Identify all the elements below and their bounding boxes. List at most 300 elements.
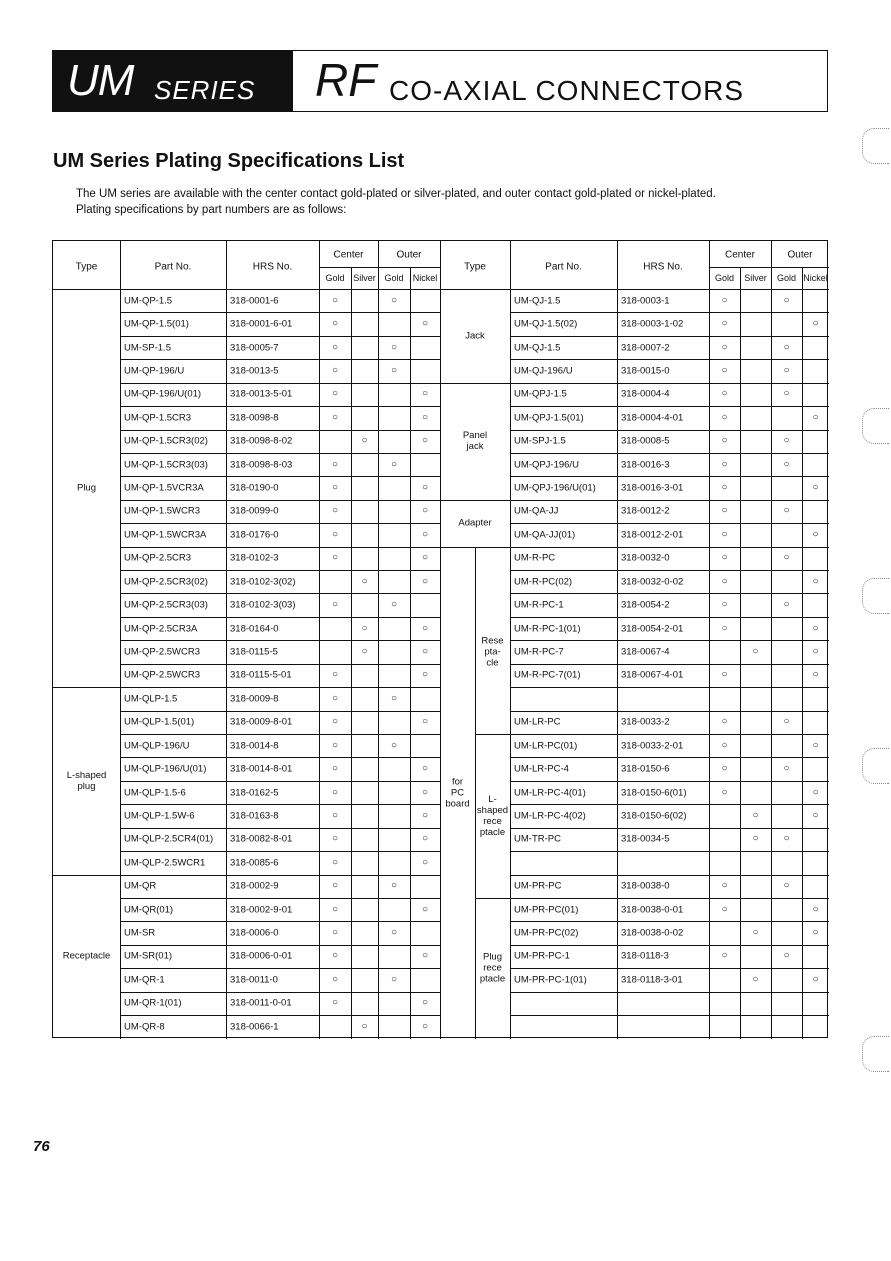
mark-outer-nickel: ○ bbox=[421, 833, 429, 845]
mark-outer-nickel: ○ bbox=[421, 528, 429, 540]
mark-center-gold: ○ bbox=[331, 786, 339, 798]
mark-center-silver: ○ bbox=[752, 646, 759, 657]
left-hrs-no: 318-0163-8 bbox=[230, 810, 279, 822]
mark-outer-nickel: ○ bbox=[812, 528, 819, 540]
left-row-rule bbox=[120, 312, 440, 313]
mark-center-gold: ○ bbox=[721, 622, 728, 634]
left-row-rule bbox=[120, 711, 440, 712]
binding-mark bbox=[862, 748, 889, 784]
header-hrs-no: HRS No. bbox=[252, 261, 293, 273]
left-part-no: UM-QLP-1.5 bbox=[124, 693, 178, 705]
right-hrs-no: 318-0150-6(02) bbox=[621, 810, 687, 822]
right-hrs-no: 318-0118-3-01 bbox=[621, 974, 683, 986]
right-part-no: UM-QJ-196/U bbox=[514, 365, 573, 377]
group-rule bbox=[440, 500, 510, 501]
right-row-rule bbox=[510, 336, 829, 337]
banner-um: UM bbox=[67, 56, 134, 105]
left-hrs-no: 318-0162-5 bbox=[230, 787, 279, 799]
mark-outer-nickel: ○ bbox=[421, 646, 429, 657]
right-row-rule bbox=[510, 945, 829, 946]
mark-center-gold: ○ bbox=[331, 927, 339, 939]
left-hrs-no: 318-0002-9 bbox=[230, 880, 279, 892]
left-row-rule bbox=[120, 687, 440, 688]
banner-series: SERIES bbox=[154, 75, 256, 105]
right-row-rule bbox=[510, 968, 829, 969]
mark-center-gold: ○ bbox=[721, 575, 728, 587]
header-outer-nickel: Nickel bbox=[412, 273, 438, 283]
left-hrs-no: 318-0011-0 bbox=[230, 974, 278, 986]
mark-outer-nickel: ○ bbox=[421, 997, 429, 1009]
left-type-group: Receptacle bbox=[62, 950, 111, 962]
page-number: 76 bbox=[33, 1138, 50, 1155]
banner-subtitle: CO-AXIAL CONNECTORS bbox=[389, 75, 745, 106]
mark-outer-nickel: ○ bbox=[421, 435, 429, 447]
left-row-rule bbox=[120, 336, 440, 337]
group-rule bbox=[440, 383, 510, 384]
left-part-no: UM-QR(01) bbox=[124, 904, 174, 916]
left-row-rule bbox=[120, 804, 440, 805]
mark-center-gold: ○ bbox=[721, 528, 728, 540]
mark-outer-gold: ○ bbox=[783, 435, 790, 447]
group-rule bbox=[53, 875, 120, 876]
left-row-rule bbox=[120, 430, 440, 431]
right-hrs-no: 318-0032-0 bbox=[621, 552, 670, 564]
mark-outer-nickel: ○ bbox=[421, 903, 429, 915]
left-row-rule bbox=[120, 968, 440, 969]
mark-outer-gold: ○ bbox=[783, 552, 790, 564]
left-row-rule bbox=[120, 664, 440, 665]
left-row-rule bbox=[120, 781, 440, 782]
right-part-no: UM-R-PC(02) bbox=[514, 576, 573, 588]
mark-outer-gold: ○ bbox=[390, 294, 398, 306]
mark-outer-nickel: ○ bbox=[421, 622, 429, 634]
mark-center-gold: ○ bbox=[331, 739, 339, 751]
mark-center-silver: ○ bbox=[361, 575, 368, 587]
right-part-no: UM-QA-JJ(01) bbox=[514, 529, 576, 541]
right-part-no: UM-QA-JJ bbox=[514, 505, 559, 517]
right-hrs-no: 318-0003-1 bbox=[621, 295, 670, 307]
mark-outer-gold: ○ bbox=[783, 388, 790, 400]
left-row-rule bbox=[120, 453, 440, 454]
left-row-rule bbox=[120, 406, 440, 407]
left-row-rule bbox=[120, 992, 440, 993]
right-row-rule bbox=[510, 593, 829, 594]
right-hrs-no: 318-0034-5 bbox=[621, 833, 670, 845]
right-part-no: UM-PR-PC(01) bbox=[514, 904, 579, 916]
mark-outer-gold: ○ bbox=[390, 927, 398, 939]
left-hrs-no: 318-0102-3(03) bbox=[230, 599, 296, 611]
right-hrs-no: 318-0004-4-01 bbox=[621, 412, 684, 424]
right-hrs-no: 318-0054-2-01 bbox=[621, 623, 684, 635]
left-hrs-no: 318-0098-8 bbox=[230, 412, 279, 424]
left-type-group: Plug bbox=[76, 482, 96, 494]
left-part-no: UM-QP-1.5CR3 bbox=[124, 412, 192, 424]
mark-outer-nickel: ○ bbox=[421, 388, 429, 400]
left-row-rule bbox=[120, 547, 440, 548]
left-row-rule bbox=[120, 898, 440, 899]
mark-center-gold: ○ bbox=[331, 294, 339, 306]
mark-center-gold: ○ bbox=[721, 786, 728, 798]
right-row-rule bbox=[510, 804, 829, 805]
column-rule bbox=[319, 241, 320, 1039]
header-outer-gold: Gold bbox=[776, 273, 797, 283]
left-part-no: UM-QP-2.5CR3(02) bbox=[124, 576, 208, 588]
mark-center-gold: ○ bbox=[331, 809, 339, 821]
right-part-no: UM-R-PC-1(01) bbox=[514, 623, 581, 635]
header-center-gold: Gold bbox=[714, 273, 735, 283]
right-row-rule bbox=[510, 898, 829, 899]
mark-center-gold: ○ bbox=[331, 599, 339, 611]
left-row-rule bbox=[120, 523, 440, 524]
mark-outer-gold: ○ bbox=[783, 833, 790, 845]
column-rule bbox=[120, 241, 121, 1039]
left-hrs-no: 318-0085-6 bbox=[230, 857, 279, 869]
mark-outer-nickel: ○ bbox=[812, 973, 819, 985]
header-type: Type bbox=[464, 261, 486, 273]
right-hrs-no: 318-0016-3 bbox=[621, 459, 670, 471]
right-row-rule bbox=[510, 992, 829, 993]
mark-outer-nickel: ○ bbox=[812, 809, 819, 821]
right-hrs-no: 318-0003-1-02 bbox=[621, 318, 684, 330]
header-center: Center bbox=[333, 249, 364, 261]
mark-outer-nickel: ○ bbox=[421, 505, 429, 517]
mark-center-gold: ○ bbox=[331, 482, 339, 494]
mark-center-gold: ○ bbox=[721, 716, 728, 728]
right-hrs-no: 318-0012-2 bbox=[621, 505, 670, 517]
left-row-rule bbox=[120, 828, 440, 829]
right-hrs-no: 318-0004-4 bbox=[621, 388, 670, 400]
left-part-no: UM-QP-2.5CR3(03) bbox=[124, 599, 208, 611]
left-row-rule bbox=[120, 757, 440, 758]
mark-center-gold: ○ bbox=[721, 318, 728, 330]
left-part-no: UM-QP-1.5WCR3 bbox=[124, 505, 201, 517]
banner-black-block bbox=[53, 51, 293, 111]
mark-center-gold: ○ bbox=[331, 950, 339, 962]
mark-center-gold: ○ bbox=[721, 458, 728, 470]
right-hrs-no: 318-0032-0-02 bbox=[621, 576, 684, 588]
mark-center-gold: ○ bbox=[721, 552, 728, 564]
mark-outer-gold: ○ bbox=[783, 364, 790, 376]
header-center-silver: Silver bbox=[353, 273, 376, 283]
mark-center-gold: ○ bbox=[331, 997, 339, 1009]
mark-center-gold: ○ bbox=[331, 552, 339, 564]
left-hrs-no: 318-0005-7 bbox=[230, 342, 279, 354]
right-row-rule bbox=[510, 711, 829, 712]
left-row-rule bbox=[120, 593, 440, 594]
series-banner bbox=[52, 50, 828, 112]
right-row-rule bbox=[510, 851, 829, 852]
left-part-no: UM-QP-1.5VCR3A bbox=[124, 482, 204, 494]
mark-center-silver: ○ bbox=[361, 622, 368, 634]
header-center-gold: Gold bbox=[325, 273, 345, 283]
mark-center-gold: ○ bbox=[721, 482, 728, 494]
mark-outer-gold: ○ bbox=[390, 458, 398, 470]
left-type-group: L-shaped plug bbox=[66, 769, 107, 792]
mark-outer-gold: ○ bbox=[783, 505, 790, 517]
left-row-rule bbox=[120, 875, 440, 876]
column-rule bbox=[410, 267, 411, 1039]
right-part-no: UM-PR-PC(02) bbox=[514, 927, 579, 939]
left-part-no: UM-QR-8 bbox=[124, 1021, 165, 1033]
right-part-no: UM-R-PC bbox=[514, 552, 556, 564]
left-part-no: UM-QP-1.5CR3(02) bbox=[124, 435, 208, 447]
left-part-no: UM-QLP-196/U(01) bbox=[124, 763, 207, 775]
right-part-no: UM-QJ-1.5 bbox=[514, 295, 561, 307]
mark-center-gold: ○ bbox=[331, 973, 339, 985]
column-rule bbox=[510, 241, 511, 1039]
right-row-rule bbox=[510, 781, 829, 782]
right-row-rule bbox=[510, 476, 829, 477]
left-part-no: UM-QP-1.5(01) bbox=[124, 318, 189, 330]
mark-center-gold: ○ bbox=[331, 880, 339, 892]
mark-outer-nickel: ○ bbox=[812, 739, 819, 751]
mark-outer-gold: ○ bbox=[783, 294, 790, 306]
right-hrs-no: 318-0067-4-01 bbox=[621, 669, 684, 681]
right-part-no: UM-LR-PC-4(01) bbox=[514, 787, 586, 799]
mark-center-gold: ○ bbox=[331, 716, 339, 728]
mark-outer-nickel: ○ bbox=[812, 482, 819, 494]
right-row-rule bbox=[510, 734, 829, 735]
group-rule bbox=[475, 734, 510, 735]
mark-center-gold: ○ bbox=[331, 763, 339, 775]
right-hrs-no: 318-0015-0 bbox=[621, 365, 670, 377]
mark-outer-nickel: ○ bbox=[421, 411, 429, 423]
left-part-no: UM-QP-1.5WCR3A bbox=[124, 529, 207, 541]
left-hrs-no: 318-0098-8-02 bbox=[230, 435, 293, 447]
left-hrs-no: 318-0164-0 bbox=[230, 623, 279, 635]
left-row-rule bbox=[120, 570, 440, 571]
left-hrs-no: 318-0006-0-01 bbox=[230, 950, 293, 962]
column-rule bbox=[709, 241, 710, 1039]
right-row-rule bbox=[510, 921, 829, 922]
mark-center-silver: ○ bbox=[361, 646, 368, 657]
mark-outer-gold: ○ bbox=[390, 973, 398, 985]
mark-center-gold: ○ bbox=[721, 341, 728, 353]
right-hrs-no: 318-0150-6 bbox=[621, 763, 670, 775]
mark-center-gold: ○ bbox=[721, 364, 728, 376]
right-type-group: Adapter bbox=[458, 517, 492, 529]
right-row-rule bbox=[510, 757, 829, 758]
group-rule bbox=[53, 687, 120, 688]
header-sub-rule bbox=[709, 267, 829, 268]
right-row-rule bbox=[510, 523, 829, 524]
mark-outer-nickel: ○ bbox=[421, 318, 429, 330]
left-part-no: UM-SP-1.5 bbox=[124, 342, 171, 354]
right-row-rule bbox=[510, 383, 829, 384]
mark-center-gold: ○ bbox=[331, 903, 339, 915]
left-part-no: UM-QR bbox=[124, 880, 157, 892]
right-part-no: UM-R-PC-7(01) bbox=[514, 669, 581, 681]
right-row-rule bbox=[510, 547, 829, 548]
right-part-no: UM-LR-PC-4(02) bbox=[514, 810, 586, 822]
right-hrs-no: 318-0067-4 bbox=[621, 646, 670, 658]
left-row-rule bbox=[120, 617, 440, 618]
mark-outer-nickel: ○ bbox=[421, 856, 429, 868]
group-rule bbox=[475, 898, 510, 899]
left-hrs-no: 318-0190-0 bbox=[230, 482, 279, 494]
left-row-rule bbox=[120, 734, 440, 735]
mark-center-gold: ○ bbox=[331, 458, 339, 470]
mark-outer-gold: ○ bbox=[783, 341, 790, 353]
right-part-no: UM-LR-PC-4 bbox=[514, 763, 569, 775]
column-rule bbox=[378, 241, 379, 1039]
right-hrs-no: 318-0007-2 bbox=[621, 342, 670, 354]
right-row-rule bbox=[510, 570, 829, 571]
left-part-no: UM-QLP-1.5(01) bbox=[124, 716, 195, 728]
left-part-no: UM-QP-196/U(01) bbox=[124, 388, 202, 400]
mark-outer-nickel: ○ bbox=[812, 318, 819, 330]
left-row-rule bbox=[120, 476, 440, 477]
left-hrs-no: 318-0066-1 bbox=[230, 1021, 279, 1033]
banner-rf: RF bbox=[315, 54, 377, 106]
column-rule bbox=[802, 267, 803, 1039]
right-hrs-no: 318-0038-0-02 bbox=[621, 927, 684, 939]
mark-center-gold: ○ bbox=[721, 950, 728, 962]
mark-center-silver: ○ bbox=[752, 833, 759, 845]
right-part-no: UM-TR-PC bbox=[514, 833, 561, 845]
right-row-rule bbox=[510, 359, 829, 360]
left-hrs-no: 318-0082-8-01 bbox=[230, 833, 293, 845]
mark-outer-gold: ○ bbox=[783, 950, 790, 962]
left-hrs-no: 318-0009-8-01 bbox=[230, 716, 293, 728]
right-row-rule bbox=[510, 312, 829, 313]
right-row-rule bbox=[510, 617, 829, 618]
left-row-rule bbox=[120, 640, 440, 641]
right-part-no: UM-PR-PC bbox=[514, 880, 562, 892]
mark-outer-nickel: ○ bbox=[812, 622, 819, 634]
mark-center-silver: ○ bbox=[361, 435, 368, 447]
column-rule bbox=[771, 241, 772, 1039]
mark-center-gold: ○ bbox=[331, 669, 339, 681]
intro-text bbox=[76, 186, 836, 218]
header-bottom-rule bbox=[53, 289, 829, 290]
header-center-silver: Silver bbox=[744, 273, 767, 283]
left-part-no: UM-QLP-196/U bbox=[124, 740, 190, 752]
header-sub-rule bbox=[319, 267, 440, 268]
intro-line: Plating specifications by part numbers are as follows: bbox=[76, 204, 347, 216]
left-row-rule bbox=[120, 500, 440, 501]
mark-outer-gold: ○ bbox=[783, 599, 790, 611]
left-hrs-no: 318-0009-8 bbox=[230, 693, 279, 705]
mark-outer-nickel: ○ bbox=[812, 927, 819, 939]
right-subtype-group: Rese pta- cle bbox=[481, 635, 504, 669]
mark-outer-nickel: ○ bbox=[421, 482, 429, 494]
mark-outer-gold: ○ bbox=[783, 716, 790, 728]
mark-center-gold: ○ bbox=[721, 599, 728, 611]
left-row-rule bbox=[120, 851, 440, 852]
right-type-group: Jack bbox=[465, 330, 485, 342]
right-part-no: UM-QPJ-196/U bbox=[514, 459, 579, 471]
header-outer-gold: Gold bbox=[384, 273, 404, 283]
right-hrs-no: 318-0016-3-01 bbox=[621, 482, 684, 494]
left-hrs-no: 318-0001-6 bbox=[230, 295, 279, 307]
left-hrs-no: 318-0102-3(02) bbox=[230, 576, 296, 588]
right-type-group: Panel jack bbox=[462, 430, 488, 453]
right-part-no: UM-QPJ-196/U(01) bbox=[514, 482, 596, 494]
mark-outer-nickel: ○ bbox=[421, 552, 429, 564]
right-row-rule bbox=[510, 875, 829, 876]
right-hrs-no: 318-0118-3 bbox=[621, 950, 669, 962]
left-hrs-no: 318-0013-5 bbox=[230, 365, 279, 377]
right-part-no: UM-LR-PC bbox=[514, 716, 561, 728]
mark-center-gold: ○ bbox=[331, 341, 339, 353]
right-hrs-no: 318-0054-2 bbox=[621, 599, 670, 611]
right-row-rule bbox=[510, 664, 829, 665]
right-part-no: UM-LR-PC(01) bbox=[514, 740, 578, 752]
left-row-rule bbox=[120, 945, 440, 946]
mark-outer-gold: ○ bbox=[783, 880, 790, 892]
left-hrs-no: 318-0099-0 bbox=[230, 505, 279, 517]
mark-outer-nickel: ○ bbox=[812, 786, 819, 798]
column-rule bbox=[740, 267, 741, 1039]
mark-center-silver: ○ bbox=[361, 1020, 368, 1032]
left-row-rule bbox=[120, 921, 440, 922]
mark-center-gold: ○ bbox=[331, 692, 339, 704]
right-part-no: UM-PR-PC-1(01) bbox=[514, 974, 587, 986]
mark-center-silver: ○ bbox=[752, 927, 759, 939]
mark-center-gold: ○ bbox=[721, 739, 728, 751]
mark-center-gold: ○ bbox=[331, 833, 339, 845]
left-row-rule bbox=[120, 1015, 440, 1016]
mark-outer-gold: ○ bbox=[390, 341, 398, 353]
mark-outer-nickel: ○ bbox=[812, 411, 819, 423]
left-hrs-no: 318-0002-9-01 bbox=[230, 904, 293, 916]
left-hrs-no: 318-0013-5-01 bbox=[230, 388, 293, 400]
left-part-no: UM-QP-2.5WCR3 bbox=[124, 646, 201, 658]
mark-outer-nickel: ○ bbox=[421, 786, 429, 798]
plating-spec-table bbox=[52, 240, 828, 1038]
mark-center-silver: ○ bbox=[752, 809, 759, 821]
header-part-no: Part No. bbox=[154, 261, 192, 273]
mark-center-gold: ○ bbox=[331, 505, 339, 517]
left-part-no: UM-QP-1.5 bbox=[124, 295, 173, 307]
right-part-no: UM-R-PC-1 bbox=[514, 599, 564, 611]
right-row-rule bbox=[510, 453, 829, 454]
right-row-rule bbox=[510, 500, 829, 501]
mark-center-gold: ○ bbox=[721, 880, 728, 892]
right-type-group: for PC board bbox=[445, 776, 470, 810]
header-part-no: Part No. bbox=[545, 261, 582, 273]
mark-center-gold: ○ bbox=[721, 435, 728, 447]
left-part-no: UM-QP-2.5CR3A bbox=[124, 623, 198, 635]
mark-outer-gold: ○ bbox=[390, 880, 398, 892]
left-row-rule bbox=[120, 383, 440, 384]
left-row-rule bbox=[120, 359, 440, 360]
right-part-no: UM-R-PC-7 bbox=[514, 646, 564, 658]
mark-center-gold: ○ bbox=[331, 411, 339, 423]
mark-center-gold: ○ bbox=[721, 669, 728, 681]
column-rule bbox=[226, 241, 227, 1039]
header-outer: Outer bbox=[396, 249, 422, 261]
mark-outer-nickel: ○ bbox=[421, 1020, 429, 1032]
left-hrs-no: 318-0098-8-03 bbox=[230, 459, 293, 471]
right-hrs-no: 318-0150-6(01) bbox=[621, 787, 687, 799]
mark-center-gold: ○ bbox=[331, 856, 339, 868]
left-hrs-no: 318-0176-0 bbox=[230, 529, 279, 541]
left-part-no: UM-QP-2.5CR3 bbox=[124, 552, 192, 564]
right-row-rule bbox=[510, 828, 829, 829]
mark-outer-gold: ○ bbox=[390, 599, 398, 611]
left-part-no: UM-QLP-1.5W-6 bbox=[124, 810, 195, 822]
right-part-no: UM-QPJ-1.5(01) bbox=[514, 412, 584, 424]
mark-center-silver: ○ bbox=[752, 973, 759, 985]
header-type: Type bbox=[75, 261, 98, 273]
mark-center-gold: ○ bbox=[331, 528, 339, 540]
mark-outer-nickel: ○ bbox=[812, 903, 819, 915]
mark-outer-nickel: ○ bbox=[421, 575, 429, 587]
left-hrs-no: 318-0001-6-01 bbox=[230, 318, 293, 330]
left-part-no: UM-QP-1.5CR3(03) bbox=[124, 459, 208, 471]
